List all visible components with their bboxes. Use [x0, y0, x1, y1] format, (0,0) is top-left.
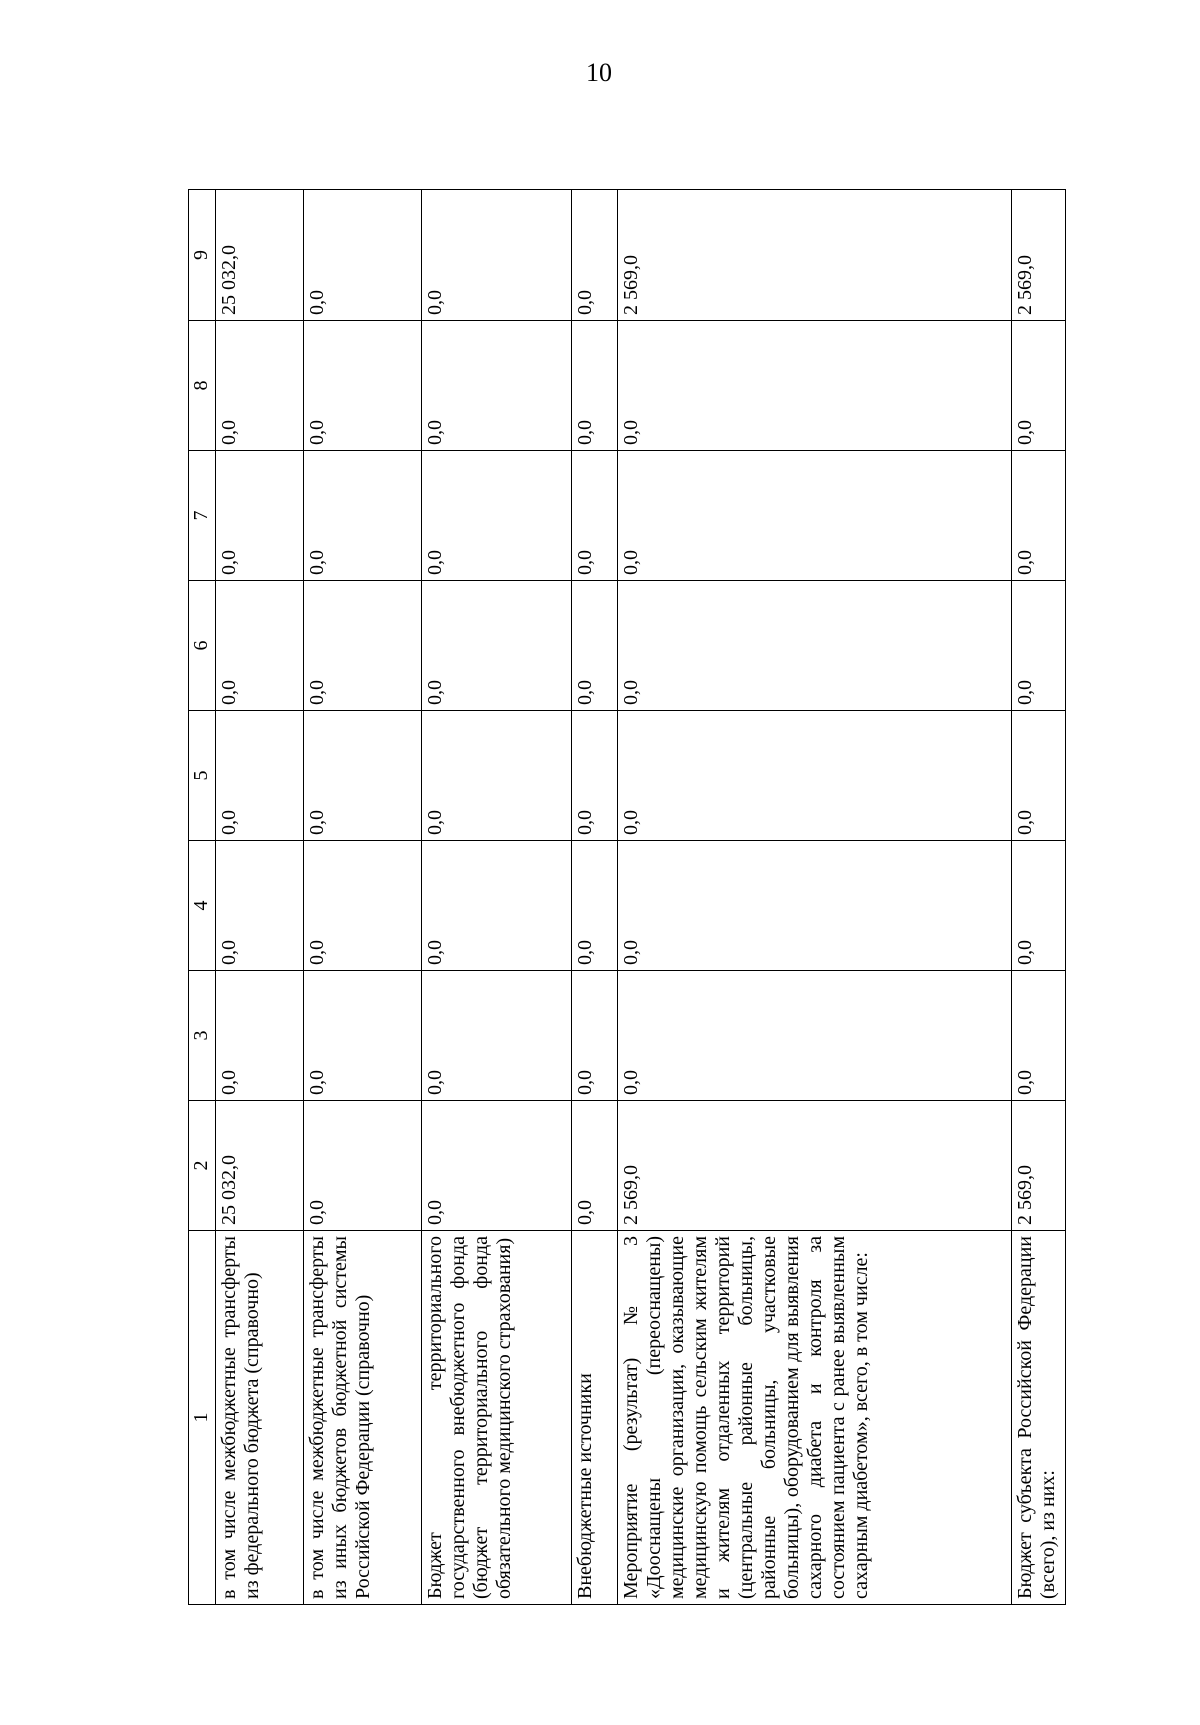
value-cell: 0,0	[572, 841, 618, 971]
value-cell: 0,0	[572, 971, 618, 1101]
value-cell: 0,0	[572, 451, 618, 581]
column-header: 4	[189, 841, 216, 971]
row-name-cell: в том числе межбюджетные трансферты из федерального бюджета (справочно)	[216, 1231, 304, 1605]
table-row	[618, 190, 1012, 1605]
column-header: 5	[189, 711, 216, 841]
value-cell: 0,0	[618, 841, 1012, 971]
value-cell: 0,0	[422, 451, 572, 581]
column-header: 3	[189, 971, 216, 1101]
value-cell: 0,0	[216, 841, 304, 971]
value-cell: 0,0	[422, 1101, 572, 1231]
page-number: 10	[586, 58, 612, 87]
column-header: 7	[189, 451, 216, 581]
value-cell: 0,0	[422, 841, 572, 971]
value-cell: 0,0	[304, 451, 422, 581]
value-cell: 0,0	[1012, 321, 1066, 451]
value-cell: 2 569,0	[618, 1101, 1012, 1231]
column-header: 9	[189, 190, 216, 321]
value-cell: 0,0	[572, 711, 618, 841]
table-row	[1012, 190, 1066, 1605]
column-header: 6	[189, 581, 216, 711]
value-cell: 0,0	[216, 321, 304, 451]
value-cell: 25 032,0	[216, 190, 304, 321]
row-name-cell: Внебюджетные источники	[572, 1231, 618, 1605]
value-cell: 0,0	[618, 581, 1012, 711]
value-cell: 0,0	[304, 711, 422, 841]
header-row	[189, 190, 216, 1605]
value-cell: 0,0	[304, 321, 422, 451]
value-cell: 0,0	[216, 451, 304, 581]
value-cell: 0,0	[572, 190, 618, 321]
table-row	[216, 190, 304, 1605]
value-cell: 0,0	[572, 581, 618, 711]
value-cell: 0,0	[304, 841, 422, 971]
budget-table	[188, 189, 1066, 1605]
value-cell: 0,0	[1012, 711, 1066, 841]
value-cell: 0,0	[304, 190, 422, 321]
row-name-cell: Бюджет субъекта Российской Федерации (всего), из них:	[1012, 1231, 1066, 1605]
value-cell: 0,0	[618, 711, 1012, 841]
value-cell: 0,0	[422, 321, 572, 451]
value-cell: 0,0	[618, 971, 1012, 1101]
value-cell: 0,0	[304, 971, 422, 1101]
value-cell: 0,0	[572, 1101, 618, 1231]
row-name-cell: в том числе межбюджетные трансферты из иных бюджетов бюджетной системы Российской Федерации (справочно)	[304, 1231, 422, 1605]
value-cell: 0,0	[1012, 971, 1066, 1101]
row-name-cell: Бюджет территориального государственного внебюджетного фонда (бюджет территориального фонда обязательного медицинского страхования)	[422, 1231, 572, 1605]
value-cell: 0,0	[618, 321, 1012, 451]
value-cell: 0,0	[216, 971, 304, 1101]
table-row	[572, 190, 618, 1605]
value-cell: 0,0	[422, 971, 572, 1101]
column-header: 8	[189, 321, 216, 451]
value-cell: 0,0	[216, 711, 304, 841]
value-cell: 0,0	[216, 581, 304, 711]
value-cell: 0,0	[1012, 581, 1066, 711]
value-cell: 2 569,0	[1012, 1101, 1066, 1231]
table-row	[422, 190, 572, 1605]
value-cell: 0,0	[572, 321, 618, 451]
value-cell: 0,0	[618, 451, 1012, 581]
value-cell: 25 032,0	[216, 1101, 304, 1231]
value-cell: 2 569,0	[618, 190, 1012, 321]
value-cell: 0,0	[422, 190, 572, 321]
value-cell: 0,0	[1012, 451, 1066, 581]
column-header: 2	[189, 1101, 216, 1231]
table-row	[304, 190, 422, 1605]
value-cell: 0,0	[304, 581, 422, 711]
value-cell: 0,0	[422, 581, 572, 711]
rotated-table-wrapper	[188, 190, 1059, 1605]
column-header: 1	[189, 1231, 216, 1605]
value-cell: 0,0	[1012, 841, 1066, 971]
value-cell: 0,0	[422, 711, 572, 841]
value-cell: 2 569,0	[1012, 190, 1066, 321]
row-name-cell: Мероприятие (результат) № 3 «Дооснащены (переоснащены) медицинские организации, оказывающие медицинскую помощь сельским жителям и жителям отдаленных территорий (центральные районные больницы, районные больницы, участковые больницы), оборудованием для выявления сахарного диабета и контроля за состоянием пациента с ранее выявленным сахарным диабетом», всего, в том числе:	[618, 1231, 1012, 1605]
value-cell: 0,0	[304, 1101, 422, 1231]
